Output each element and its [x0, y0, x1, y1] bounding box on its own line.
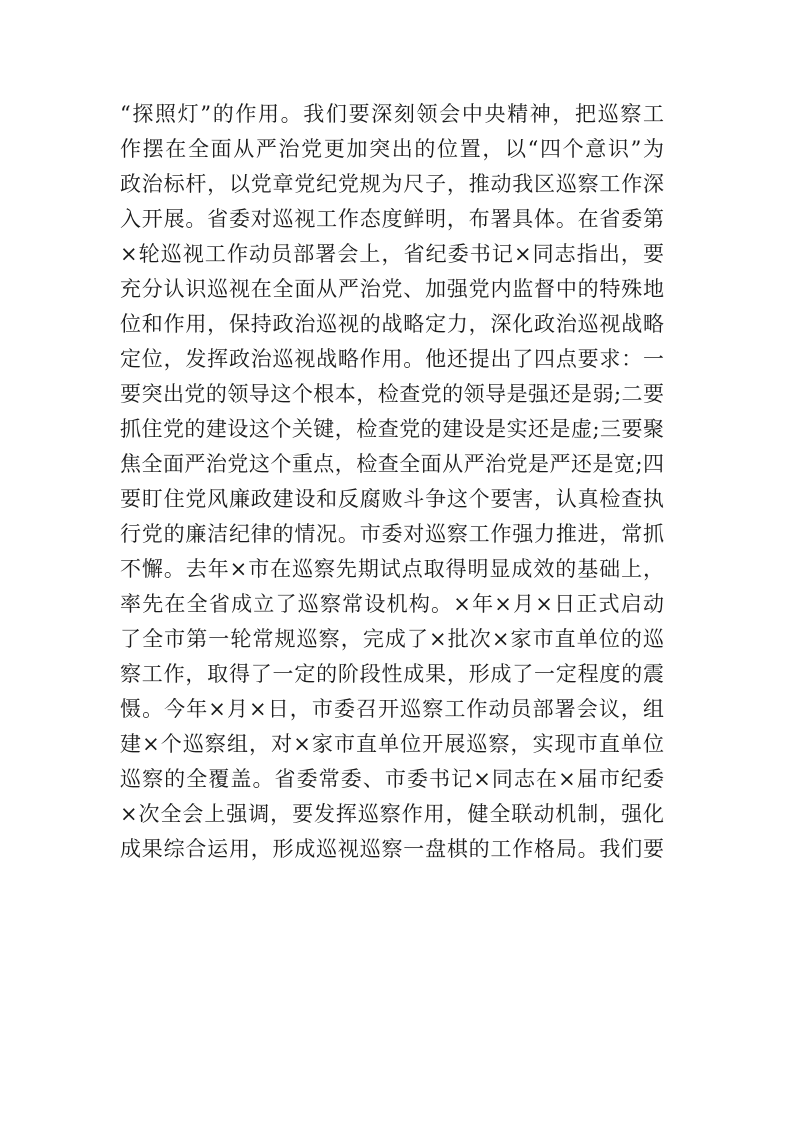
- text-line: 了全市第一轮常规巡察，完成了×批次×家市直单位的巡: [120, 627, 664, 651]
- text-line: 定位，发挥政治巡视战略作用。他还提出了四点要求：一: [120, 347, 664, 371]
- text-line: ×轮巡视工作动员部署会上，省纪委书记×同志指出，要: [120, 242, 664, 266]
- text-line: 成果综合运用，形成巡视巡察一盘棋的工作格局。我们要: [120, 837, 664, 861]
- body-paragraph: [120, 97, 664, 867]
- text-line: “探照灯”的作用。我们要深刻领会中央精神，把巡察工: [120, 102, 664, 126]
- text-line: 率先在全省成立了巡察常设机构。×年×月×日正式启动: [120, 592, 664, 616]
- text-line: 作摆在全面从严治党更加突出的位置，以“四个意识”为: [120, 137, 664, 161]
- text-line: 慑。今年×月×日，市委召开巡察工作动员部署会议，组: [120, 697, 664, 721]
- text-line: 要盯住党风廉政建设和反腐败斗争这个要害，认真检查执: [120, 487, 664, 511]
- text-line: 要突出党的领导这个根本，检查党的领导是强还是弱;二要: [120, 382, 664, 406]
- text-line: ×次全会上强调，要发挥巡察作用，健全联动机制，强化: [120, 802, 664, 826]
- text-line: 政治标杆，以党章党纪党规为尺子，推动我区巡察工作深: [120, 172, 664, 196]
- text-line: 入开展。省委对巡视工作态度鲜明，布署具体。在省委第: [120, 207, 664, 231]
- text-line: 充分认识巡视在全面从严治党、加强党内监督中的特殊地: [120, 277, 664, 301]
- text-line: 不懈。去年×市在巡察先期试点取得明显成效的基础上，: [120, 557, 664, 581]
- text-line: 巡察的全覆盖。省委常委、市委书记×同志在×届市纪委: [120, 767, 664, 791]
- text-line: 焦全面严治党这个重点，检查全面从严治党是严还是宽;四: [120, 452, 664, 476]
- text-line: 建×个巡察组，对×家市直单位开展巡察，实现市直单位: [120, 732, 664, 756]
- text-line: 行党的廉洁纪律的情况。市委对巡察工作强力推进，常抓: [120, 522, 664, 546]
- text-line: 察工作，取得了一定的阶段性成果，形成了一定程度的震: [120, 662, 664, 686]
- text-line: 位和作用，保持政治巡视的战略定力，深化政治巡视战略: [120, 312, 664, 336]
- text-line: 抓住党的建设这个关键，检查党的建设是实还是虚;三要聚: [120, 417, 664, 441]
